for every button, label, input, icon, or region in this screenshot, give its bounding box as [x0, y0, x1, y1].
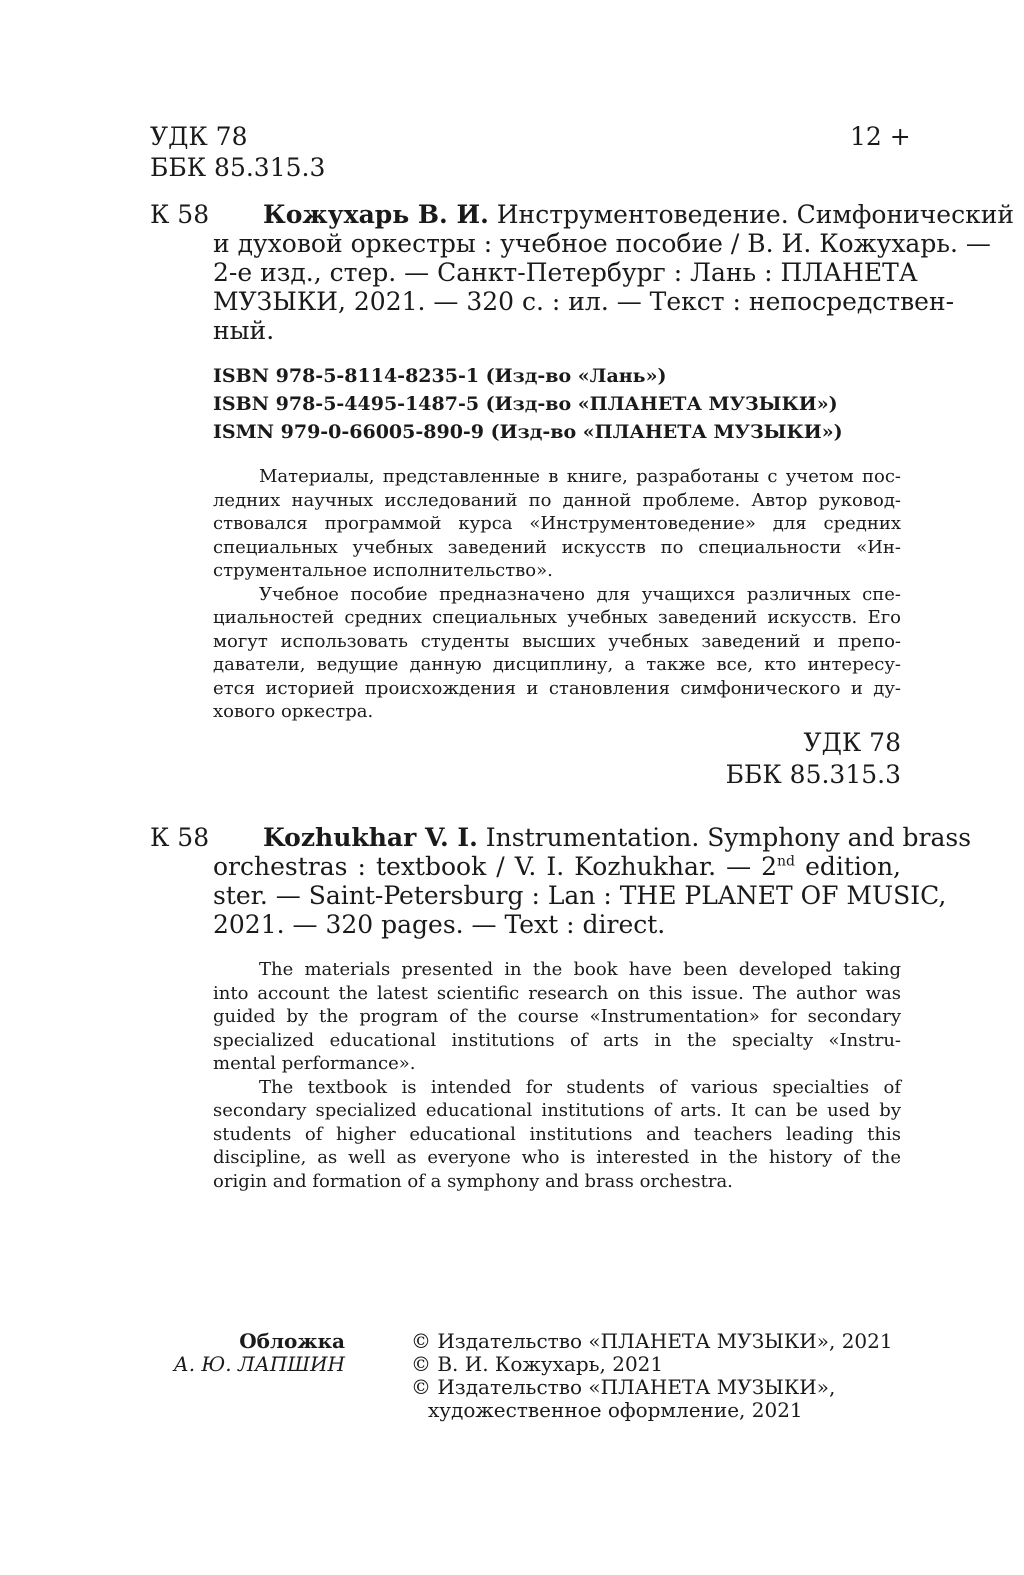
ru-annotation-line: Материалы, представленные в книге, разработаны с учетом пос- — [259, 466, 901, 487]
ru-annotation-line: ледних научных исследований по данной проблеме. Автор руковод- — [213, 489, 901, 511]
ru-annotation-line: могут использовать студенты высших учебных заведений и препо- — [213, 630, 901, 652]
ru-annotation-line: специальных учебных заведений искусств по специальности «Ин- — [213, 536, 901, 558]
ru-annotation-line: ется историей происхождения и становления симфонического и ду- — [213, 677, 901, 699]
en-author: Kozhukhar V. I. — [263, 823, 478, 852]
header-udk: УДК 78 — [150, 122, 248, 151]
en-record-line-2: orchestras : textbook / V. I. Kozhukhar. — 2nd edition, — [213, 852, 901, 881]
en-annotation-line: mental performance». — [213, 1053, 416, 1074]
ru-annotation-line: Учебное пособие предназначено для учащихся различных спе- — [259, 583, 901, 605]
en-record-line-4: 2021. — 320 pages. — Text : direct. — [213, 910, 666, 939]
isbn-lan: ISBN 978-5-8114-8235-1 (Изд-во «Лань») — [213, 365, 667, 387]
ru-record-line-2: и духовой оркестры : учебное пособие / В. И. Кожухарь. — — [213, 229, 991, 258]
ru-record-line-5: ный. — [213, 316, 275, 345]
en-annotation-line: students of higher educational institutions and teachers leading this — [213, 1123, 901, 1145]
en-annotation-line: discipline, as well as everyone who is interested in the history of the — [213, 1147, 901, 1168]
age-rating: 12 + — [850, 122, 911, 151]
en-record-line-3: ster. — Saint-Petersburg : Lan : THE PLANET OF MUSIC, — [213, 881, 947, 910]
en-annotation-line: guided by the program of the course «Instrumentation» for secondary — [213, 1006, 901, 1027]
ru-author-code: К 58 — [150, 200, 210, 229]
cover-artist: А. Ю. ЛАПШИН — [173, 1352, 345, 1376]
ru-author: Кожухарь В. И. — [263, 200, 489, 229]
ru-annotation-line: хового оркестра. — [213, 701, 374, 722]
ru-record-line-1: Кожухарь В. И. Инструментоведение. Симфонический — [263, 200, 1015, 229]
en-annotation-line: specialized educational institutions of arts in the specialty «Instru- — [213, 1029, 901, 1051]
copyright-line: © В. И. Кожухарь, 2021 — [411, 1352, 664, 1376]
en-annotation — [213, 958, 901, 1193]
edition-superscript: nd — [777, 853, 796, 870]
en-annotation-line: The textbook is intended for students of various specialties of — [259, 1076, 901, 1098]
ru-annotation-line: струментальное исполнительство». — [213, 560, 553, 581]
copyright-line: художественное оформление, 2021 — [428, 1398, 803, 1422]
copyright-line: © Издательство «ПЛАНЕТА МУЗЫКИ», 2021 — [411, 1329, 893, 1353]
ru-record — [213, 200, 1015, 345]
en-annotation-line: secondary specialized educational institutions of arts. It can be used by — [213, 1100, 901, 1121]
copyright-line: © Издательство «ПЛАНЕТА МУЗЫКИ», — [411, 1375, 836, 1399]
ru-annotation-line: даватели, ведущие данную дисциплину, а также все, кто интересу- — [213, 654, 901, 675]
en-annotation-line: into account the latest scientific research on this issue. The author was — [213, 982, 901, 1004]
ru-record-line-4: МУЗЫКИ, 2021. — 320 с. : ил. — Текст : непосредствен- — [213, 287, 955, 316]
en-author-code: К 58 — [150, 823, 210, 852]
en-record — [213, 823, 972, 939]
bbk-right: ББК 85.315.3 — [725, 760, 901, 789]
ru-annotation-line: циальностей средних специальных учебных заведений искусств. Его — [213, 607, 901, 628]
ismn-planeta: ISMN 979-0-66005-890-9 (Изд-во «ПЛАНЕТА МУЗЫКИ») — [213, 421, 843, 443]
isbn-planeta: ISBN 978-5-4495-1487-5 (Изд-во «ПЛАНЕТА МУЗЫКИ») — [213, 393, 838, 415]
ru-record-line-3: 2-е изд., стер. — Санкт-Петербург : Лань : ПЛАНЕТА — [213, 258, 918, 287]
en-annotation-line: The materials presented in the book have been developed taking — [259, 959, 901, 980]
ru-annotation — [213, 465, 901, 724]
en-annotation-line: origin and formation of a symphony and brass orchestra. — [213, 1170, 733, 1192]
en-record-line-1: Kozhukhar V. I. Instrumentation. Symphony and brass — [263, 823, 972, 852]
ru-annotation-line: ствовался программой курса «Инструментоведение» для средних — [213, 513, 901, 534]
cover-label: Обложка — [239, 1329, 345, 1353]
copyright-block — [411, 1330, 893, 1422]
isbn-list — [213, 362, 843, 446]
udk-right: УДК 78 — [803, 728, 901, 757]
header-bbk: ББК 85.315.3 — [150, 153, 326, 182]
